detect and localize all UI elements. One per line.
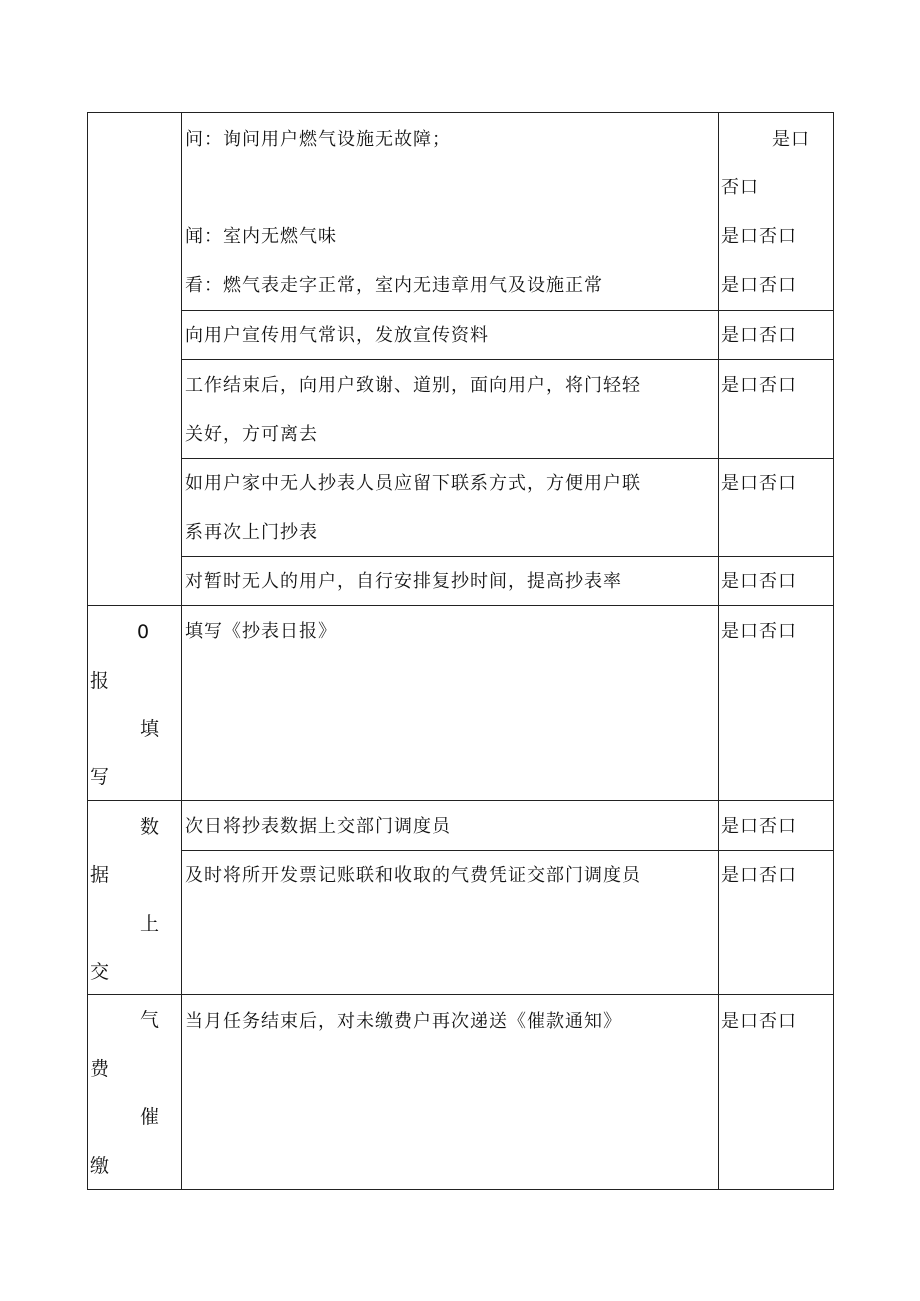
category-fee-char-2: 费 [90, 1058, 111, 1080]
row-text-smell: 闻：室内无燃气味 [185, 226, 337, 247]
check-contact[interactable]: 是口否口 [721, 473, 797, 494]
check-publicity[interactable]: 是口否口 [721, 325, 797, 346]
category-fee-char-3: 催 [140, 1106, 161, 1128]
category-data-char-3: 上 [140, 913, 161, 935]
row-text-farewell-line2: 关好，方可离去 [185, 424, 318, 445]
category-report-char-2: 报 [90, 670, 111, 692]
check-revisit[interactable]: 是口否口 [721, 571, 797, 592]
category-data-char-2: 据 [90, 864, 111, 886]
table-right-border [833, 112, 834, 1190]
row-divider [181, 556, 834, 557]
category-fee-char-4: 缴 [90, 1155, 111, 1177]
category-column-divider [181, 112, 182, 1190]
check-data-submit[interactable]: 是口否口 [721, 816, 797, 837]
check-yes-ask[interactable]: 是口 [772, 129, 810, 150]
row-text-data-submit: 次日将抄表数据上交部门调度员 [185, 816, 451, 837]
check-column-divider [718, 112, 719, 1190]
row-text-voucher-submit: 及时将所开发票记账联和收取的气费凭证交部门调度员 [185, 865, 641, 886]
row-divider [181, 458, 834, 459]
category-fee-char-1: 气 [140, 1009, 161, 1031]
table-left-border [87, 112, 88, 1190]
check-look[interactable]: 是口否口 [721, 275, 797, 296]
category-data-char-1: 数 [140, 816, 161, 838]
row-text-contact-line1: 如用户家中无人抄表人员应留下联系方式，方便用户联 [185, 473, 641, 494]
check-no-ask[interactable]: 否口 [721, 177, 759, 198]
check-daily-report[interactable]: 是口否口 [721, 621, 797, 642]
section-divider-data [87, 800, 834, 801]
row-text-revisit: 对暂时无人的用户，自行安排复抄时间，提高抄表率 [185, 571, 622, 592]
check-smell[interactable]: 是口否口 [721, 226, 797, 247]
check-fee-reminder[interactable]: 是口否口 [721, 1011, 797, 1032]
row-text-fee-reminder: 当月任务结束后，对未缴费户再次递送《催款通知》 [185, 1011, 622, 1032]
section-divider-fee [87, 994, 834, 995]
row-text-contact-line2: 系再次上门抄表 [185, 522, 318, 543]
row-text-look: 看：燃气表走字正常，室内无违章用气及设施正常 [185, 275, 603, 296]
row-text-farewell-line1: 工作结束后，向用户致谢、道别，面向用户，将门轻轻 [185, 375, 641, 396]
category-report-char-1: 0 [137, 621, 151, 643]
row-divider [181, 850, 834, 851]
section-divider-report [87, 605, 834, 606]
row-text-ask: 问：询问用户燃气设施无故障； [185, 129, 451, 150]
category-report-char-4: 写 [90, 766, 111, 788]
check-voucher-submit[interactable]: 是口否口 [721, 865, 797, 886]
row-divider [181, 359, 834, 360]
check-farewell[interactable]: 是口否口 [721, 375, 797, 396]
row-text-publicity: 向用户宣传用气常识，发放宣传资料 [185, 325, 489, 346]
table-bottom-border [87, 1189, 834, 1190]
table-top-border [87, 112, 834, 113]
category-report-char-3: 填 [140, 718, 161, 740]
row-divider [181, 310, 834, 311]
row-text-daily-report: 填写《抄表日报》 [185, 621, 337, 642]
category-data-char-4: 交 [90, 961, 111, 983]
